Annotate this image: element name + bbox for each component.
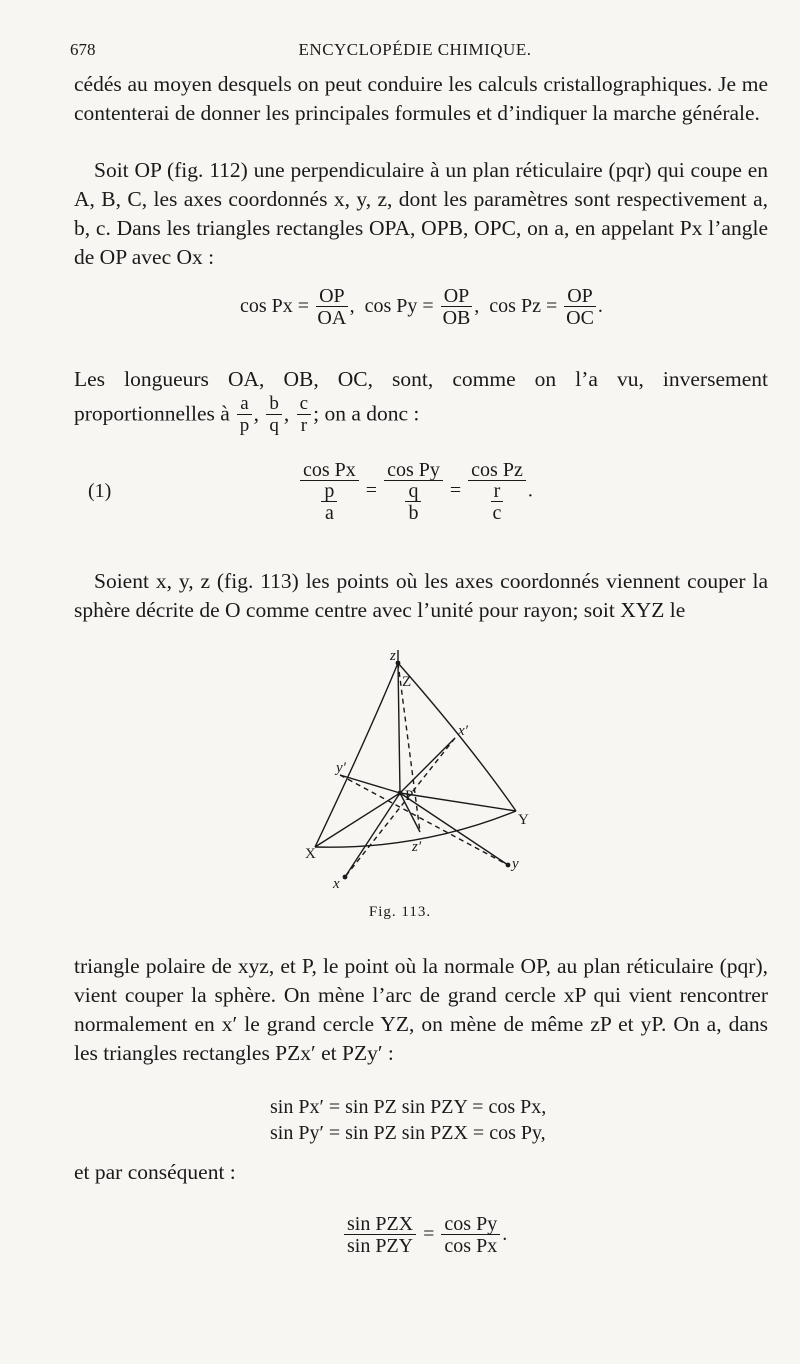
label-y-prime: y′ <box>336 760 346 776</box>
frac-den: b <box>408 502 419 524</box>
fraction-sin-pzx <box>344 1214 416 1257</box>
frac-num: cos Py <box>384 460 443 481</box>
frac-den: r <box>300 415 308 436</box>
frac-den: q <box>269 415 279 436</box>
label-z-prime: z′ <box>412 839 422 855</box>
paragraph-text: Les longueurs OA, OB, OC, sont, comme on l’a vu, inversement proportionnelles à <box>74 367 768 426</box>
paragraph-sphere: Soient x, y, z (fig. 113) les points où les axes coordonnés viennent couper la sphère décrite de O comme centre avec l’unité pour rayon; soit XYZ le <box>74 569 768 622</box>
point-z <box>396 661 401 666</box>
point-x <box>343 875 348 880</box>
arc-zy <box>398 663 516 811</box>
frac-num: r <box>491 481 504 502</box>
frac-num: b <box>266 394 282 415</box>
label-P: P <box>405 788 414 804</box>
running-title: ENCYCLOPÉDIE CHIMIQUE. <box>298 40 532 59</box>
formula-line-1: sin Px′ = sin PZ sin PZY = cos Px, <box>270 1096 547 1118</box>
label-y: y <box>512 856 519 872</box>
frac-den: sin PZY <box>347 1235 414 1257</box>
fraction-cos-py-px <box>441 1214 500 1257</box>
line-pz <box>398 663 400 793</box>
line-x-axis <box>345 793 400 877</box>
point-p <box>398 791 403 796</box>
label-Y: Y <box>518 812 529 828</box>
formula-ratio: $\frac{\text{sin PZX}}{\text{sin PZY}}$ = $\frac{\text{cos Py}}{\text{cos Px}}$ . <box>342 1214 507 1257</box>
frac-num: OP <box>316 286 348 307</box>
formula-sines <box>270 1094 546 1146</box>
frac-den: OB <box>442 307 471 329</box>
paragraph-polar-triangle: triangle polaire de xyz, et P, le point où la normale OP, au plan réticulaire (pqr), vient couper la sphère. On mène l’arc de grand cercle xP qui vient rencontrer normalement en x′ le grand cercle YZ, on mène de même zP et yP. On a, dans les triangles rectangles PZx′ et PZy′ : <box>74 954 768 1065</box>
frac-num: a <box>237 394 251 415</box>
paragraph-proportional: Les longueurs OA, OB, OC, sont, comme on l’a vu, inversement proportionnelles à $\frac{a}{p}$ , $\frac{b}{q}$ , $\frac{c}{r}$ ; on a donc : <box>74 367 768 436</box>
paragraph-conclusion: et par conséquent : <box>74 1160 236 1184</box>
formula-lhs-pz: cos Pz = <box>489 295 558 318</box>
frac-num: q <box>405 481 421 502</box>
figure-caption: Fig. 113. <box>368 904 432 920</box>
frac-num: OP <box>564 286 596 307</box>
paragraph-intro: cédés au moyen desquels on peut conduire les calculs cristallographiques. Je me contenterai de donner les principales formules et d’indiquer la marche générale. <box>74 72 768 125</box>
arc-zx <box>315 663 398 847</box>
label-x: x <box>333 876 340 892</box>
formula-lhs-py: cos Py = <box>364 295 434 318</box>
label-z: z <box>390 648 396 664</box>
formula-cosines: cos Px = $\frac{OP}{OA}$ , cos Py = $\frac{OP}{OB}$ , cos Pz = $\frac{OP}{OC}$ . <box>240 285 603 329</box>
point-y <box>506 863 511 868</box>
paragraph-op-definition: Soit OP (fig. 112) une perpendiculaire à un plan réticulaire (pqr) qui coupe en A, B, C, les axes coordonnés x, y, z, dont les paramètres sont respectivement a, b, c. Dans les triangles rectangles OPA, OPB, OPC, on a, en appelant Px l’angle de OP avec Ox : <box>74 158 768 269</box>
paragraph-text-end: ; on a donc : <box>313 401 420 426</box>
label-X: X <box>305 846 316 862</box>
frac-den: OC <box>566 307 594 329</box>
frac-num: cos Px <box>300 460 359 481</box>
frac-num: sin PZX <box>344 1214 416 1235</box>
frac-den: OA <box>317 307 347 329</box>
equation-number: (1) <box>88 480 112 502</box>
line-yprime <box>340 775 400 793</box>
formula-line-2: sin Py′ = sin PZ sin PZX = cos Py, <box>270 1122 546 1144</box>
frac-num: cos Py <box>441 1214 500 1235</box>
page-number: 678 <box>70 40 96 59</box>
frac-num: OP <box>441 286 473 307</box>
frac-den: c <box>492 502 502 524</box>
frac-den: a <box>324 502 334 524</box>
label-Z: Z <box>402 674 412 690</box>
formula-lhs-px: cos Px = <box>240 295 310 318</box>
frac-den: cos Px <box>444 1235 498 1257</box>
label-x-prime: x′ <box>458 723 468 739</box>
frac-num: c <box>297 394 311 415</box>
frac-num: cos Pz <box>468 460 526 481</box>
frac-den: p <box>239 415 250 436</box>
equation-1: $\frac{\text{cos Px}}{\frac{p}{a}}$ = $\frac{\text{cos Py}}{\frac{q}{b}}$ = $\frac{\text{cos Pz}}{\frac{r}{c}}$ . <box>298 460 533 524</box>
frac-num: p <box>321 481 337 502</box>
